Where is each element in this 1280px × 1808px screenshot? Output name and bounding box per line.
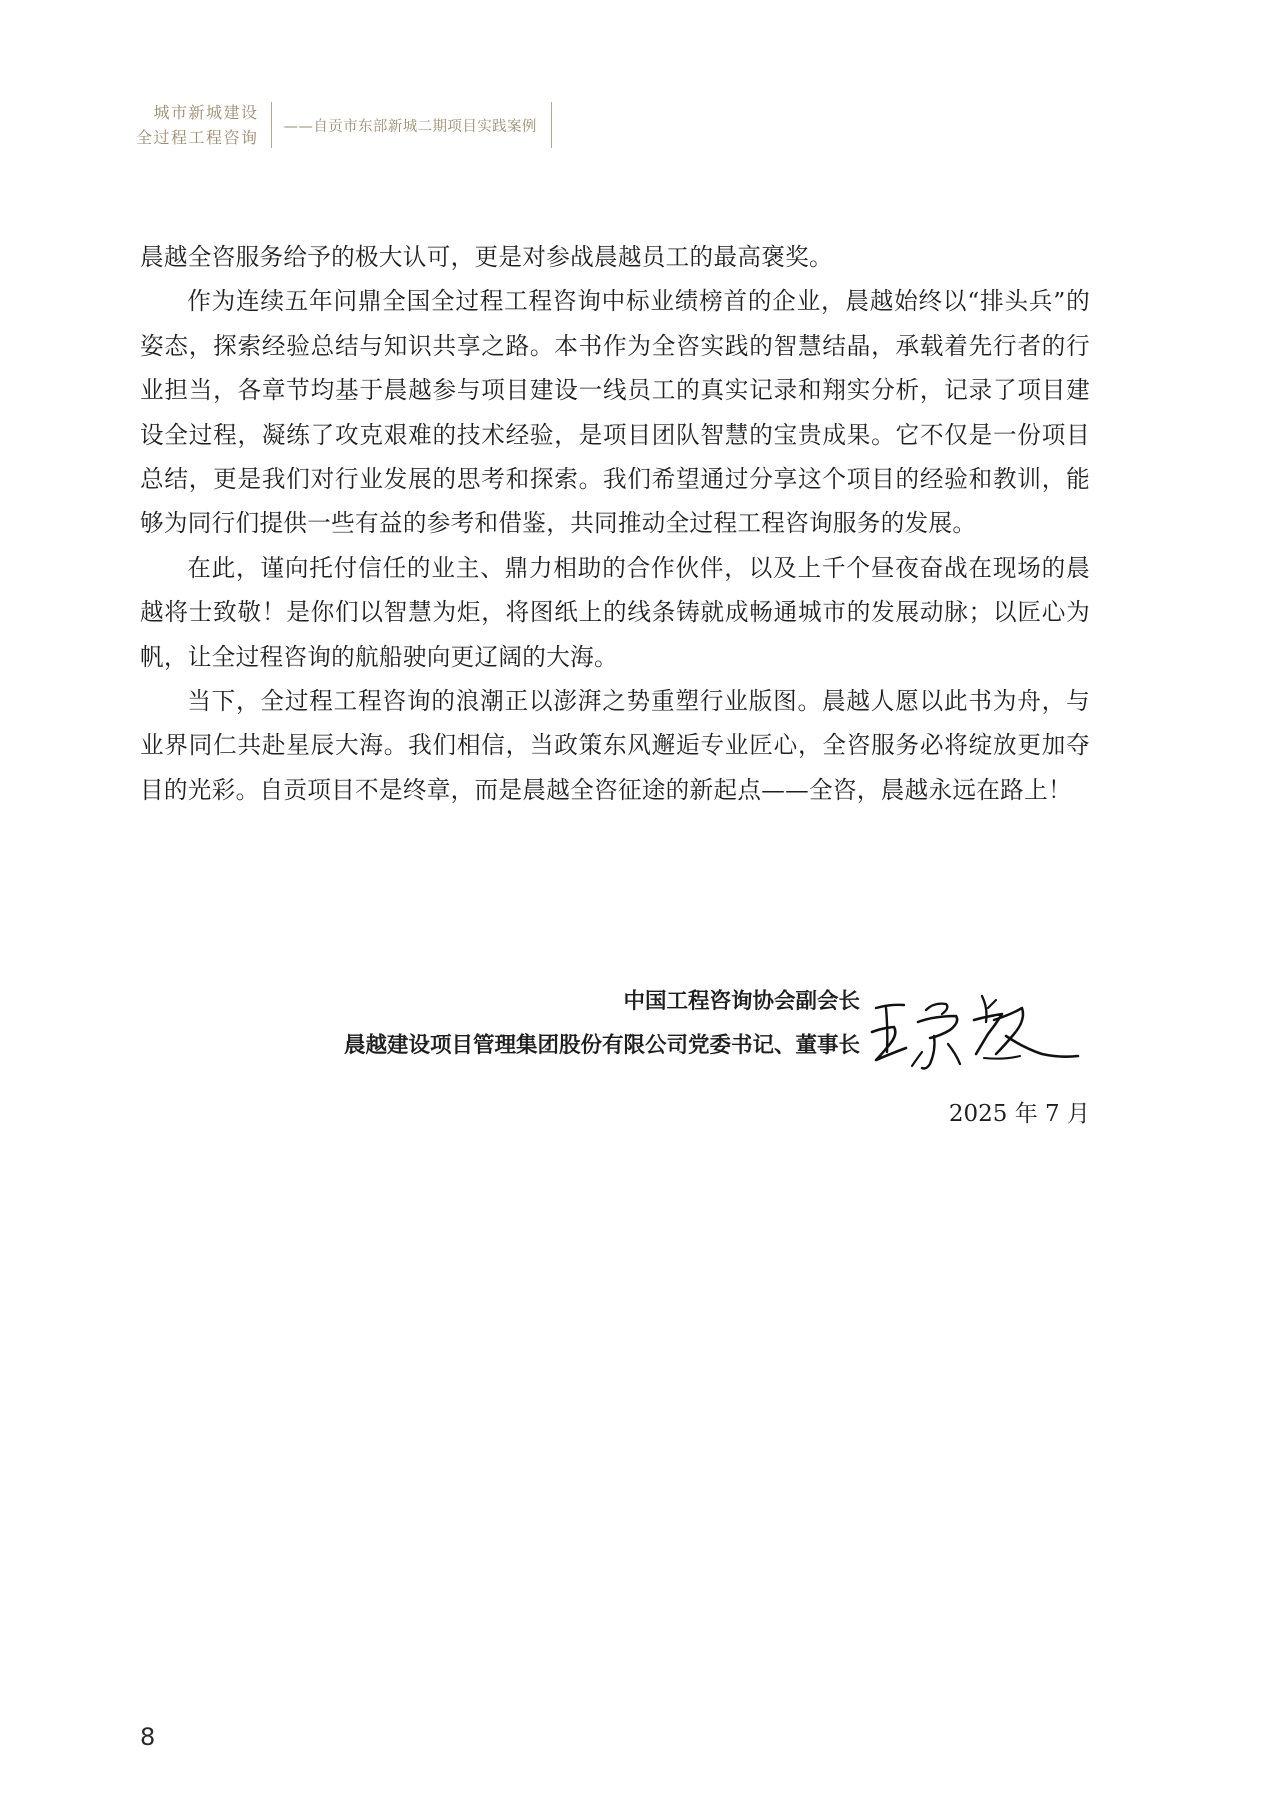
book-subtitle: ——自贡市东部新城二期项目实践案例 <box>283 118 537 135</box>
date: 2025 年 7 月 <box>948 1101 1090 1127</box>
page-number: 8 <box>140 1723 156 1751</box>
signature-block <box>188 986 1088 1086</box>
signer-position: 晨越建设项目管理集团股份有限公司党委书记、董事长 <box>343 1033 860 1058</box>
running-header <box>136 102 552 148</box>
series-title-line-1: 城市新城建设 <box>153 103 259 122</box>
signer-title: 中国工程咨询协会副会长 <box>623 989 860 1014</box>
header-end-rule <box>551 102 552 148</box>
handwritten-signature <box>864 974 1088 1086</box>
paragraph: 在此，谨向托付信任的业主、鼎力相助的合作伙伴，以及上千个昼夜奋战在现场的晨越将士致敬！是你们以智慧为炬，将图纸上的线条铸就成畅通城市的发展动脉；以匠心为帆，让全过程咨询的航船驶向更辽阔的大海。 <box>140 553 1090 671</box>
series-title <box>136 102 259 148</box>
header-divider <box>271 102 272 148</box>
paragraph: 当下，全过程工程咨询的浪潮正以澎湃之势重塑行业版图。晨越人愿以此书为舟，与业界同仁共赴星辰大海。我们相信，当政策东风邂逅专业匠心，全咨服务必将绽放更加夺目的光彩。自贡项目不是终章，而是晨越全咨征途的新起点——全咨，晨越永远在路上！ <box>140 687 1090 804</box>
paragraph: 作为连续五年问鼎全国全过程工程咨询中标业绩榜首的企业，晨越始终以“排头兵”的姿态，探索经验总结与知识共享之路。本书作为全咨实践的智慧结晶，承载着先行者的行业担当，各章节均基于晨越参与项目建设一线员工的真实记录和翔实分析，记录了项目建设全过程，凝练了攻克艰难的技术经验，是项目团队智慧的宝贵成果。它不仅是一份项目总结，更是我们对行业发展的思考和探索。我们希望通过分享这个项目的经验和教训，能够为同行们提供一些有益的参考和借鉴，共同推动全过程工程咨询服务的发展。 <box>140 287 1090 538</box>
series-title-line-2: 全过程工程咨询 <box>136 128 259 147</box>
body-text <box>140 235 1090 812</box>
paragraph-continued: 晨越全咨服务给予的极大认可，更是对参战晨越员工的最高褒奖。 <box>140 243 833 271</box>
